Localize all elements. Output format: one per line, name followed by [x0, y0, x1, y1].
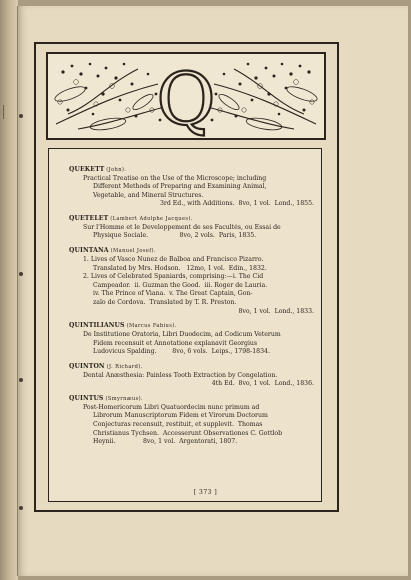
author-given-names: (Lambert Adolphe Jacques). — [110, 216, 193, 223]
entry-text-line: De Institutione Oratoria, Libri Duodecim, ad Codicum Veterum — [83, 330, 281, 338]
binding-stitch — [19, 272, 23, 276]
bibliography-entry — [69, 395, 314, 447]
entry-heading — [69, 215, 314, 224]
bibliography-entry — [69, 166, 314, 209]
author-given-names: (Marcus Fabius). — [126, 323, 177, 330]
entry-text-line: Post-Homericorum Libri Quatuordecim nunc primum ad — [83, 403, 260, 411]
entry-text-line: 8vo, 1 vol. Lond., 1833. — [238, 307, 314, 315]
entry-heading — [69, 395, 314, 404]
entry-text-line: Dental Anæsthesia: Painless Tooth Extraction by Congelation. — [83, 371, 278, 379]
bibliography-entry — [69, 247, 314, 316]
bibliography-entries — [69, 166, 314, 453]
bibliography-entry — [69, 322, 314, 356]
entry-text-line: Practical Treatise on the Use of the Microscope; including — [83, 174, 267, 182]
floral-ornament — [48, 54, 324, 138]
binding-stitch — [19, 506, 23, 510]
entry-text-line: Ludovicus Spalding. 8vo, 6 vols. Leips., 1798-1834. — [93, 348, 270, 356]
entry-text-line: 2. Lives of Celebrated Spaniards, comprising:—i. The Cid — [83, 273, 264, 281]
entry-heading — [69, 247, 314, 256]
entry-text-line: 3rd Ed., with Additions. 8vo, 1 vol. Lond., 1855. — [159, 200, 314, 208]
entry-heading — [69, 166, 314, 175]
author-given-names: (J. Richard). — [106, 364, 143, 371]
entry-text-line: Conjecturas recensuit, restituit, et supplevit. Thomas — [93, 420, 263, 428]
author-surname: QUETELET — [69, 215, 109, 223]
entry-text-line: Translated by Mrs. Hodson. 12mo, 1 vol. Edin., 1832. — [93, 264, 267, 272]
binding-stitch — [19, 378, 23, 382]
entry-heading — [69, 322, 314, 331]
entry-text-line: Christianus Tychsen. Accesserunt Observationes C. Gottlob — [93, 429, 283, 437]
entry-text-line: 4th Ed. 8vo, 1 vol. Lond., 1836. — [211, 380, 314, 388]
bibliography-entry — [69, 215, 314, 241]
page-number: [ 373 ] — [193, 489, 218, 496]
bibliography-entry — [69, 363, 314, 389]
entry-text-line: Vegetable, and Mineral Structures. — [93, 191, 204, 199]
ornamental-initial-banner — [46, 52, 326, 140]
entry-text-line: 1. Lives of Vasco Nunez de Balboa and Francisco Pizarro. — [83, 255, 264, 263]
decorative-initial: Q — [156, 57, 216, 138]
author-given-names: (Smyrnæus). — [105, 396, 144, 403]
author-surname: QUINTON — [69, 363, 105, 371]
author-surname: QUINTANA — [69, 247, 109, 255]
entry-heading — [69, 363, 314, 372]
entry-text-line: zalo de Cordova. Translated by T. R. Preston. — [93, 298, 237, 306]
entry-text-line: iv. The Prince of Viana. v. The Great Captain, Gon- — [93, 290, 253, 298]
author-given-names: (Manuel Josef). — [110, 248, 156, 255]
entry-text-line: Fidem recensuit et Annotatione explanavit Georgius — [93, 339, 258, 347]
binding-stitch — [19, 114, 23, 118]
entry-text-line: Physique Sociale. 8vo, 2 vols. Paris, 1835. — [93, 232, 257, 240]
entry-text-line: Different Methods of Preparing and Examining Animal, — [93, 183, 267, 191]
entry-text-line: Campeador. ii. Guzman the Good. iii. Roger de Lauria. — [93, 281, 268, 289]
entry-text-line: Sur l'Homme et le Developpement de ses Facultés, ou Essai de — [83, 223, 281, 231]
author-surname: QUEKETT — [69, 166, 105, 173]
author-surname: QUINTUS — [69, 395, 104, 403]
facing-page-mark — [3, 105, 10, 119]
author-surname: QUINTILIANUS — [69, 322, 125, 330]
entry-text-line: Heynii. 8vo, 1 vol. Argentorati, 1807. — [93, 438, 238, 446]
author-given-names: (John). — [106, 167, 127, 173]
entry-text-line: Librorum Manuscriptorum Fidem et Virorum Doctorum — [93, 412, 268, 420]
